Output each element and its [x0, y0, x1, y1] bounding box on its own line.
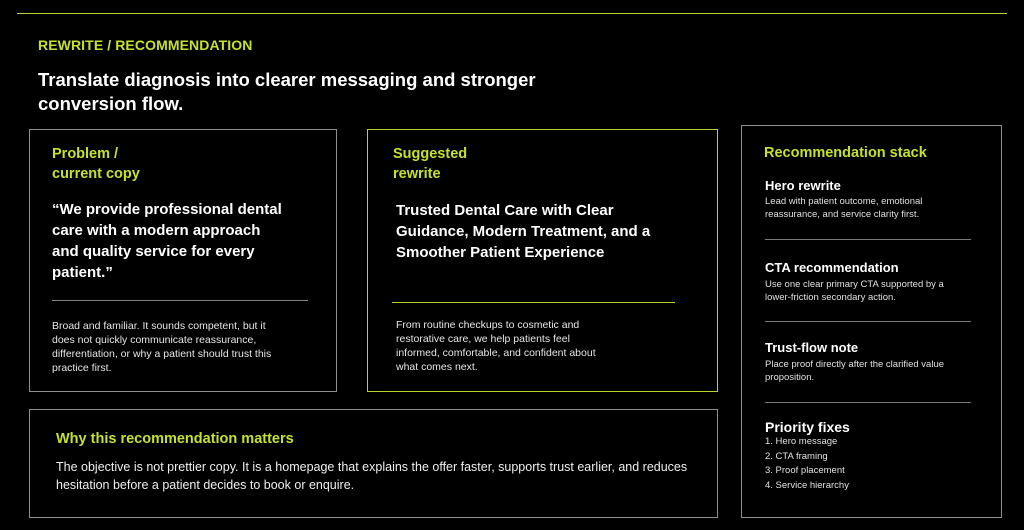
stack-item-trust-text: Place proof directly after the clarified value proposition. [765, 359, 945, 383]
problem-analysis: Broad and familiar. It sounds competent, but it does not quickly communicate reassurance, differentiation, or why a patient should trust this practice first. [52, 320, 272, 374]
problem-title-line1: Problem / [52, 146, 119, 162]
stack-separator [765, 321, 971, 322]
rewrite-title-line2: rewrite [393, 166, 441, 182]
rewrite-card-title [393, 144, 467, 184]
page-headline: Translate diagnosis into clearer messaging and stronger conversion flow. [38, 69, 536, 114]
stack-item-hero-text: Lead with patient outcome, emotional reassurance, and service clarity first. [765, 196, 923, 220]
priority-fixes-title: Priority fixes [765, 419, 850, 435]
why-body: The objective is not prettier copy. It is a homepage that explains the offer faster, supports trust earlier, and reduces hesitation before a patient decides to book or enquire. [56, 460, 688, 492]
stack-item-cta-title: CTA recommendation [765, 260, 899, 275]
priority-fix-item: 2. CTA framing [765, 450, 828, 462]
problem-title-line2: current copy [52, 166, 140, 182]
problem-divider [52, 300, 308, 301]
stack-separator [765, 402, 971, 403]
top-rule [17, 13, 1007, 14]
rewrite-subcopy: From routine checkups to cosmetic and restorative care, we help patients feel informed, comfortable, and confident about what comes next. [396, 319, 596, 373]
stack-separator [765, 239, 971, 240]
current-copy-quote: “We provide professional dental care with a modern approach and quality service for every patient.” [52, 201, 282, 281]
stack-item-hero-title: Hero rewrite [765, 178, 841, 193]
rewrite-headline: Trusted Dental Care with Clear Guidance, Modern Treatment, and a Smoother Patient Experience [396, 202, 651, 261]
priority-fixes-list [765, 435, 849, 493]
stack-item-cta-text: Use one clear primary CTA supported by a lower-friction secondary action. [765, 279, 944, 303]
priority-fix-item: 4. Service hierarchy [765, 479, 849, 491]
rewrite-title-line1: Suggested [393, 146, 468, 162]
rewrite-divider [392, 302, 675, 303]
stack-title: Recommendation stack [764, 145, 927, 161]
priority-fix-item: 1. Hero message [765, 436, 838, 447]
section-eyebrow: REWRITE / RECOMMENDATION [38, 37, 253, 53]
problem-card-title [52, 144, 140, 184]
stack-item-trust-title: Trust-flow note [765, 340, 859, 355]
why-card-title: Why this recommendation matters [56, 431, 294, 447]
priority-fix-item: 3. Proof placement [765, 465, 845, 476]
